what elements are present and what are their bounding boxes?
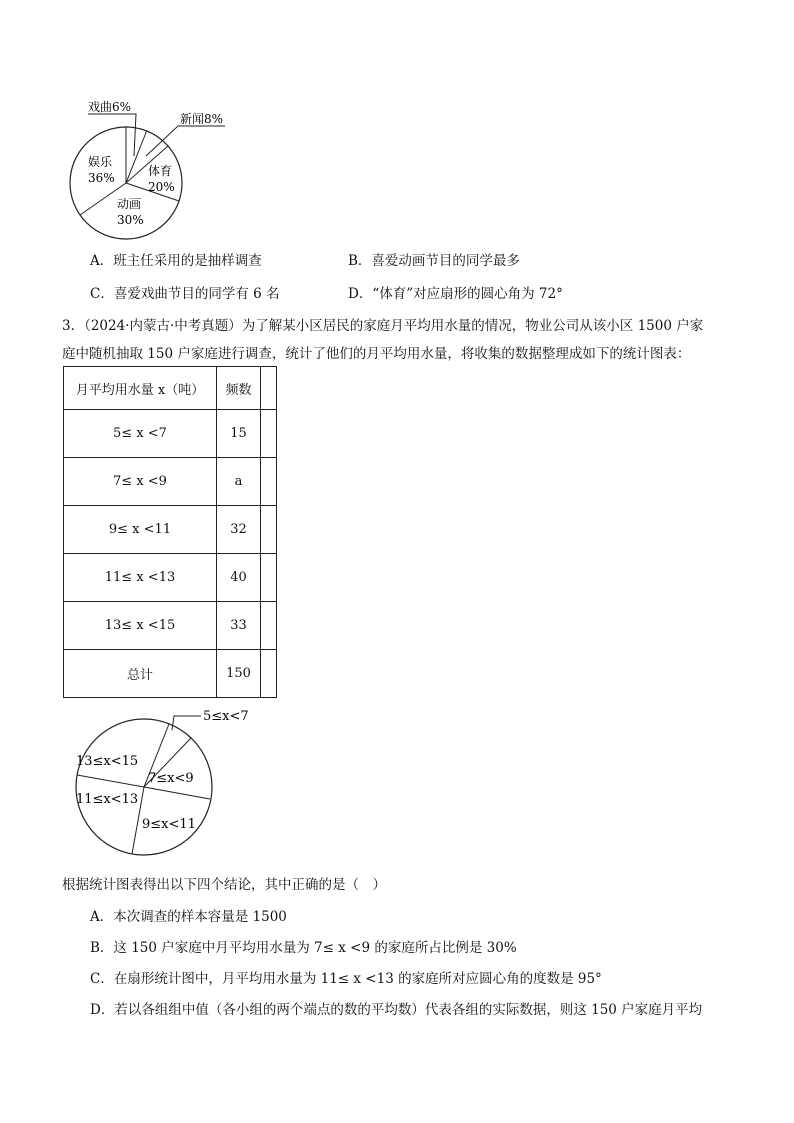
pie1-label-yule-name: 娱乐 xyxy=(88,155,113,169)
pie2-divider-5 xyxy=(77,775,144,787)
q3-question: 根据统计图表得出以下四个结论，其中正确的是（ ） xyxy=(62,877,386,893)
table-header-frequency: 频数 xyxy=(217,367,261,410)
table-extra-cell xyxy=(261,506,277,554)
table-extra-cell xyxy=(261,602,277,650)
table-cell-frequency: 32 xyxy=(217,506,261,554)
q2-option-d: D．“体育”对应扇形的圆心角为 72° xyxy=(348,286,563,302)
pie1-leader-xiqu xyxy=(88,114,136,156)
q2-option-a: A．班主任采用的是抽样调查 xyxy=(90,253,262,269)
table-cell-range: 7≤ x <9 xyxy=(64,458,217,506)
table-cell-frequency: 33 xyxy=(217,602,261,650)
table-row xyxy=(64,554,277,602)
pie2-label-5-7: 5≤x<7 xyxy=(203,709,249,724)
table-extra-cell xyxy=(261,367,277,410)
pie2-label-13-15: 13≤x<15 xyxy=(76,754,139,769)
table-cell-frequency: 150 xyxy=(217,650,261,698)
pie1-label-xiqu: 戏曲6% xyxy=(88,100,132,114)
pie1-label-tiyu-pct: 20% xyxy=(148,180,175,194)
pie-chart-tv-programs xyxy=(60,96,240,241)
table-header-range: 月平均用水量 x（吨） xyxy=(64,367,217,410)
table-cell-range: 11≤ x <13 xyxy=(64,554,217,602)
table-cell-frequency: a xyxy=(217,458,261,506)
frequency-table xyxy=(63,366,277,698)
q3-stem-line-2: 庭中随机抽取 150 户家庭进行调查，统计了他们的月平均用水量，将收集的数据整理成如下的统计图表： xyxy=(62,346,691,362)
pie1-label-yule-pct: 36% xyxy=(88,171,115,185)
pie1-label-xinwen: 新闻8% xyxy=(180,112,224,126)
table-row xyxy=(64,506,277,554)
table-row xyxy=(64,602,277,650)
q3-option-d: D．若以各组组中值（各小组的两个端点的数的平均数）代表各组的实际数据，则这 150 户家庭月平均 xyxy=(90,1002,703,1018)
q3-option-c: C．在扇形统计图中，月平均用水量为 11≤ x <13 的家庭所对应圆心角的度数是 95° xyxy=(90,971,602,987)
table-cell-frequency: 40 xyxy=(217,554,261,602)
table-cell-range: 5≤ x <7 xyxy=(64,410,217,458)
table-extra-cell xyxy=(261,458,277,506)
q3-option-b: B．这 150 户家庭中月平均用水量为 7≤ x <9 的家庭所占比例是 30% xyxy=(90,940,517,956)
pie2-label-11-13: 11≤x<13 xyxy=(76,792,139,807)
table-row xyxy=(64,650,277,698)
table-header-row xyxy=(64,367,277,410)
q3-option-a: A．本次调查的样本容量是 1500 xyxy=(90,909,287,925)
pie1-label-donghua-name: 动画 xyxy=(117,197,142,211)
pie1-label-donghua-pct: 30% xyxy=(117,213,144,227)
pie-chart-water-usage xyxy=(66,702,266,862)
q3-stem-line-1: 3．（2024·内蒙古·中考真题）为了解某小区居民的家庭月平均用水量的情况，物业公司从该小区 1500 户家 xyxy=(62,318,704,334)
table-cell-range: 13≤ x <15 xyxy=(64,602,217,650)
pie1-label-tiyu-name: 体育 xyxy=(148,164,173,178)
pie2-label-7-9: 7≤x<9 xyxy=(148,771,194,786)
table-cell-range: 9≤ x <11 xyxy=(64,506,217,554)
q2-option-c: C．喜爱戏曲节目的同学有 6 名 xyxy=(90,286,280,302)
table-extra-cell xyxy=(261,410,277,458)
pie1-leader-xinwen xyxy=(146,126,225,156)
table-extra-cell xyxy=(261,650,277,698)
pie2-divider-3 xyxy=(144,787,210,799)
table-row xyxy=(64,458,277,506)
table-extra-cell xyxy=(261,554,277,602)
table-cell-range: 总计 xyxy=(64,650,217,698)
table-row xyxy=(64,410,277,458)
pie1-divider-2 xyxy=(126,131,147,183)
table-cell-frequency: 15 xyxy=(217,410,261,458)
pie2-label-9-11: 9≤x<11 xyxy=(142,817,196,832)
pie2-leader-5-7 xyxy=(172,716,201,730)
q2-option-b: B．喜爱动画节目的同学最多 xyxy=(348,253,520,269)
